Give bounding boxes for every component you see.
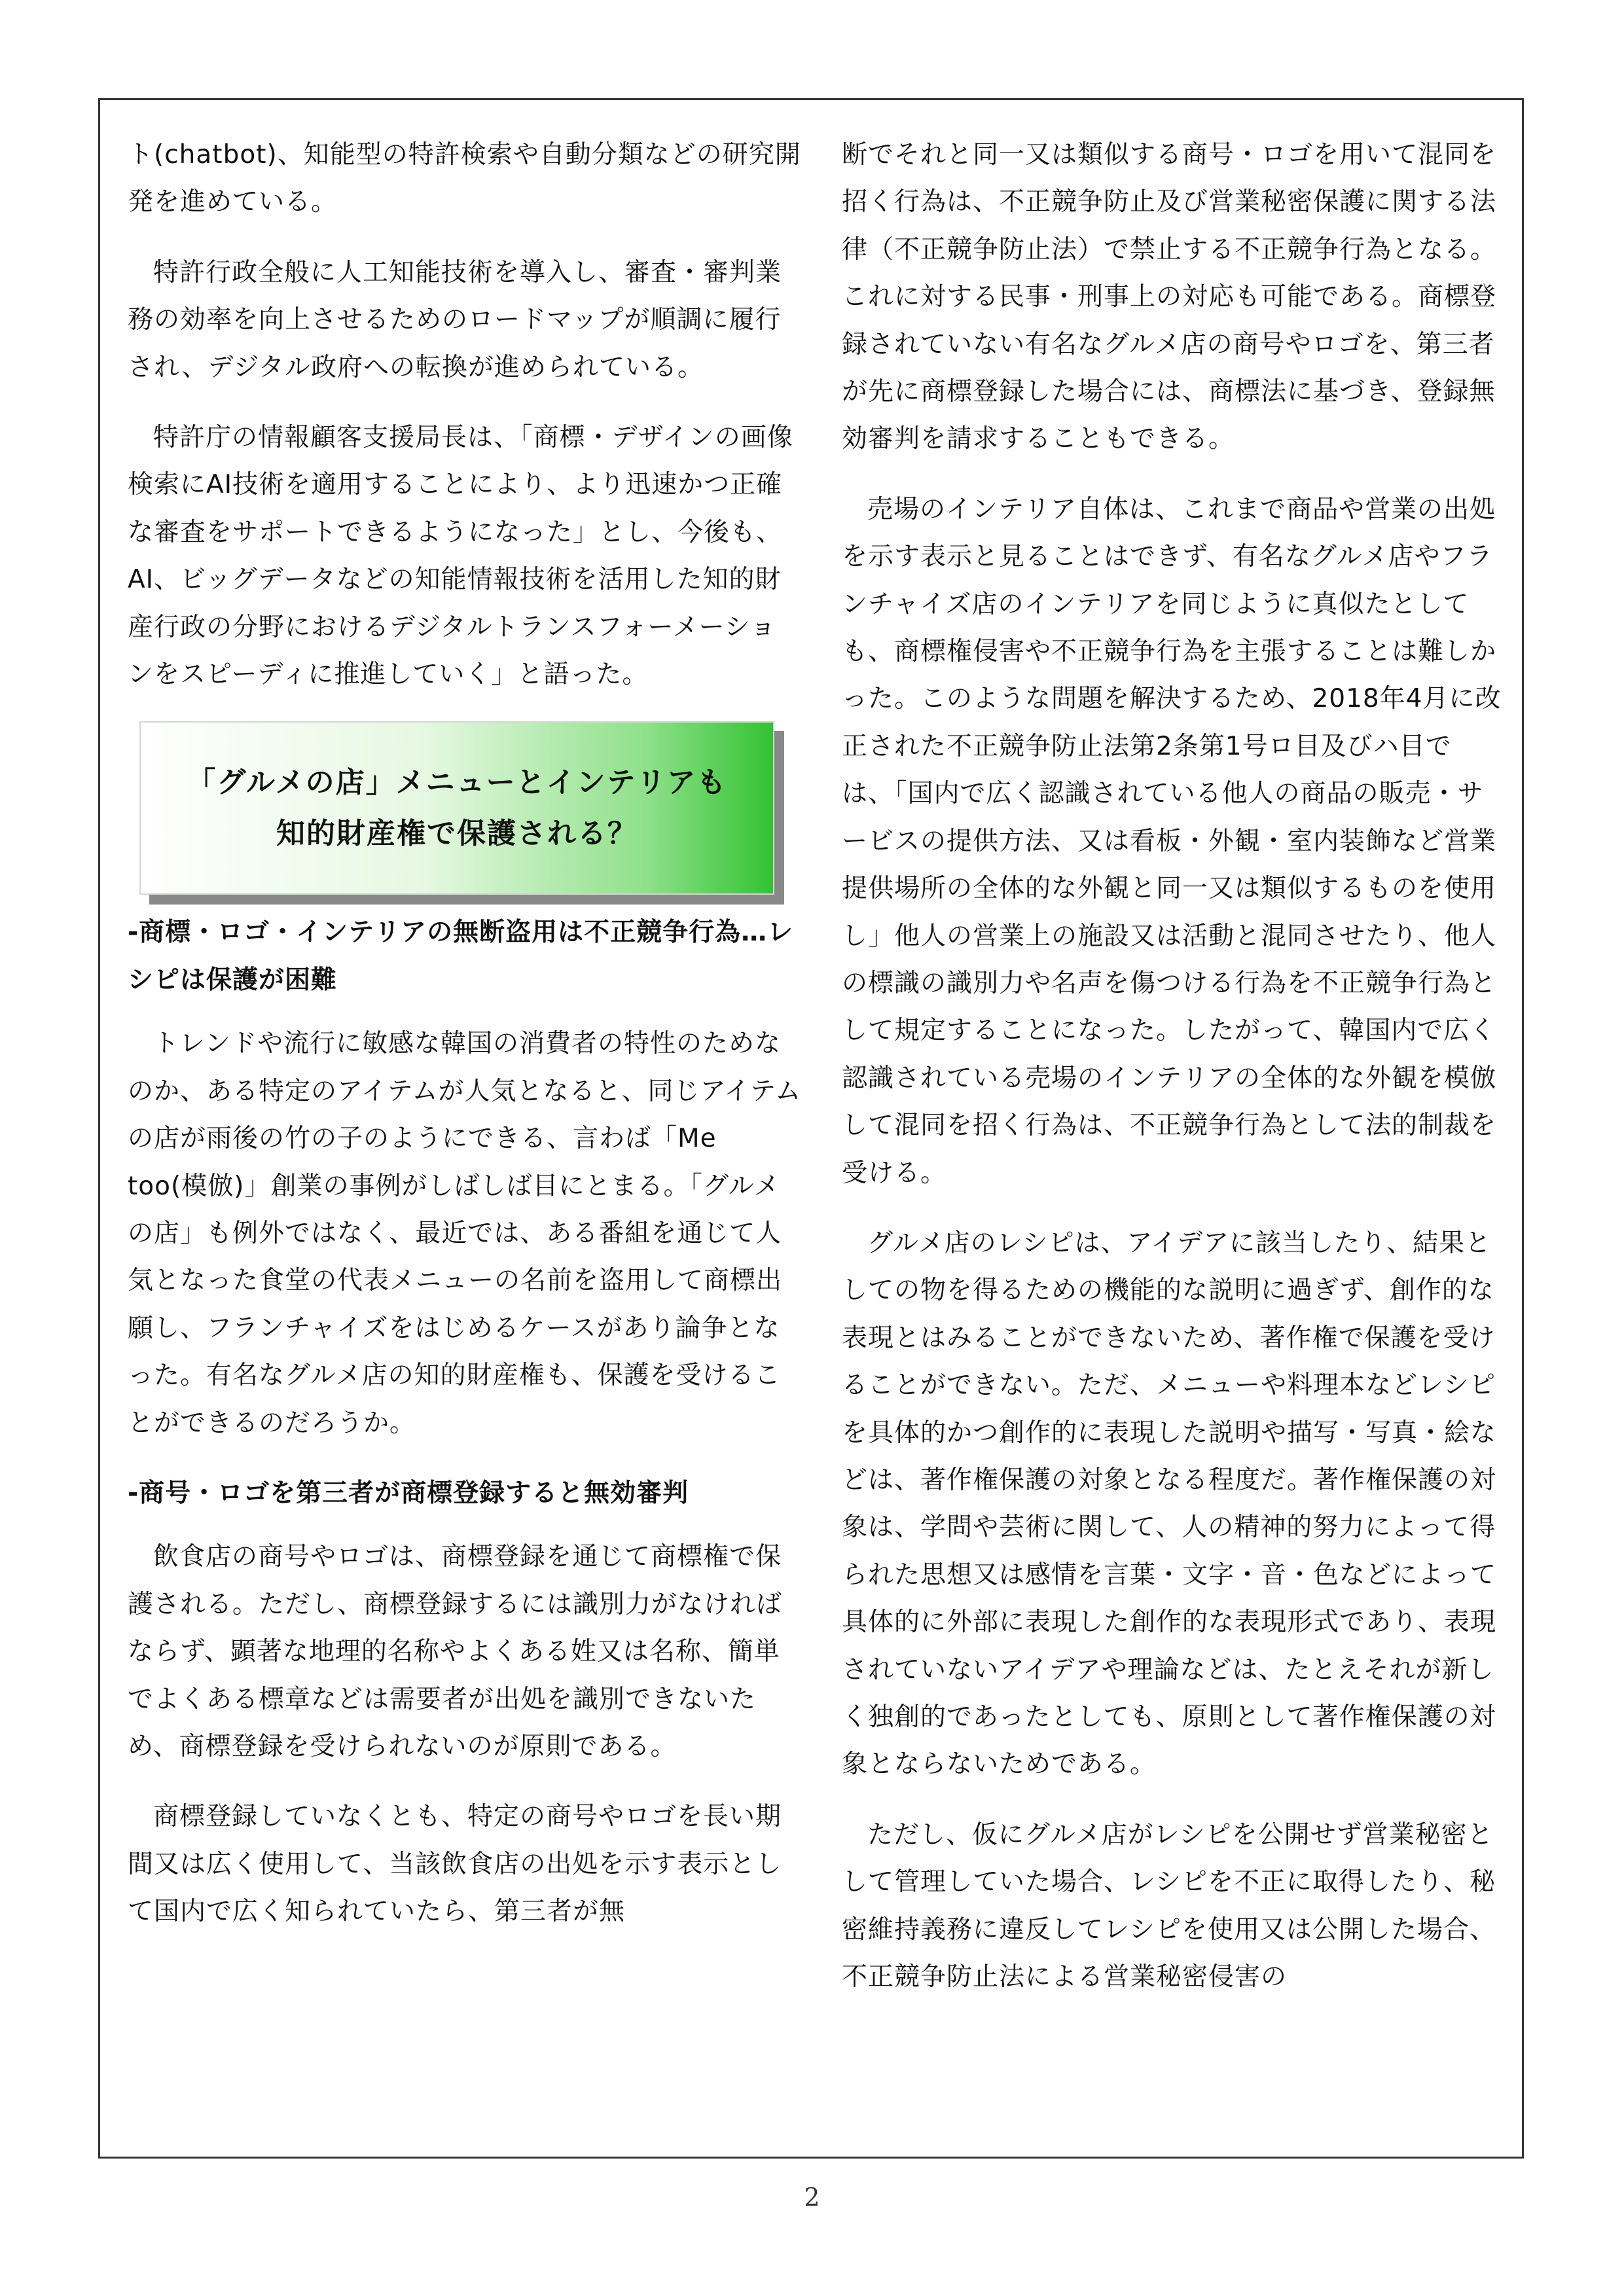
section-heading-panel [139,721,774,895]
left-paragraph-3: 特許庁の情報顧客支援局長は、「商標・デザインの画像検索にAI技術を適用することにより、より迅速かつ正確な審査をサポートできるようになった」とし、今後も、AI、ビッグデータなどの知能情報技術を活用した知的財産行政の分野におけるデジタルトランスフォーメーションをスピーディに推進していく」と語った。 [128,423,793,690]
left-paragraph-4: トレンドや流行に敏感な韓国の消費者の特性のためなのか、ある特定のアイテムが人気となると、同じアイテムの店が雨後の竹の子のようにできる、言わば「Me too(模倣)」創業の事例がしばしば目にとまる。「グルメの店」も例外ではなく、最近では、ある番組を通じて人気となった食堂の代表メニューの名前を盗用して商標出願し、フランチャイズをはじめるケースがあり論争となった。有名なグルメ店の知的財産権も、保護を受けることができるのだろうか。 [128,1029,802,1438]
section-heading-line-2: 知的財産権で保護される？ [276,816,638,850]
page-number: 2 [804,2183,820,2212]
left-paragraph-2: 特許行政全般に人工知能技術を導入し、審査・審判業務の効率を向上させるためのロードマップが順調に履行され、デジタル政府への転換が進められている。 [128,257,782,382]
right-paragraph-3: グルメ店のレシピは、アイデアに該当したり、結果としての物を得るための機能的な説明に過ぎず、創作的な表現とはみることができないため、著作権で保護を受けることができない。ただ、メニューや料理本などレシピを具体的かつ創作的に表現した説明や描写・写真・絵などは、著作権保護の対象となる程度だ。著作権保護の対象は、学問や芸術に関して、人の精神的努力によって得られた思想又は感情を言葉・文字・音・色などによって具体的に外部に表現した創作的な表現形式であり、表現されていないアイデアや理論などは、たとえそれが新しく独創的であったとしても、原則として著作権保護の対象とならないためである。 [842,1228,1497,1780]
right-paragraph-1: 断でそれと同一又は類似する商号・ロゴを用いて混同を招く行為は、不正競争防止及び営業秘密保護に関する法律（不正競争防止法）で禁止する不正競争行為となる。これに対する民事・刑事上の対応も可能である。商標登録されていない有名なグルメ店の商号やロゴを、第三者が先に商標登録した場合には、商標法に基づき、登録無効審判を請求することもできる。 [842,140,1497,454]
right-column [842,132,1503,2024]
right-paragraph-4: ただし、仮にグルメ店がレシピを公開せず営業秘密として管理していた場合、レシピを不正に取得したり、秘密維持義務に違反してレシピを使用又は公開した場合、不正競争防止法による営業秘密侵害の [842,1820,1496,1992]
subheading-2: -商号・ロゴを第三者が商標登録すると無効審判 [128,1478,689,1508]
left-paragraph-6: 商標登録していなくとも、特定の商号やロゴを長い期間又は広く使用して、当該飲食店の出処を示す表示として国内で広く知られていたら、第三者が無 [128,1802,782,1927]
left-paragraph-5: 飲食店の商号やロゴは、商標登録を通じて商標権で保護される。ただし、商標登録するには識別力がなければならず、顕著な地理的名称やよくある姓又は名称、簡単でよくある標章などは需要者が出処を識別できないため、商標登録を受けられないのが原則である。 [128,1542,783,1761]
left-paragraph-1: ト(chatbot)、知能型の特許検索や自動分類などの研究開発を進めている。 [128,140,801,217]
left-column [128,132,802,1959]
section-heading-box [139,721,774,895]
right-paragraph-2: 売場のインテリア自体は、これまで商品や営業の出処を示す表示と見ることはできず、有名なグルメ店やフランチャイズ店のインテリアを同じように真似たとしても、商標権侵害や不正競争行為を主張することは難しかった。このような問題を解決するため、2018年4月に改正された不正競争防止法第2条第1号ロ目及びハ目では、「国内で広く認識されている他人の商品の販売・サービスの提供方法、又は看板・外観・室内装飾など営業提供場所の全体的な外観と同一又は類似するものを使用し」他人の営業上の施設又は活動と混同させたり、他人の標識の識別力や名声を傷つける行為を不正競争行為として規定することになった。したがって、韓国内で広く認識されている売場のインテリアの全体的な外観を模倣して混同を招く行為は、不正競争行為として法的制裁を受ける。 [842,494,1502,1188]
page-frame [98,98,1524,2159]
section-heading-line-1: 「グルメの店」メニューとインテリアも [187,765,727,799]
subheading-1: -商標・ロゴ・インテリアの無断盗用は不正競争行為…レシピは保護が困難 [128,918,794,995]
